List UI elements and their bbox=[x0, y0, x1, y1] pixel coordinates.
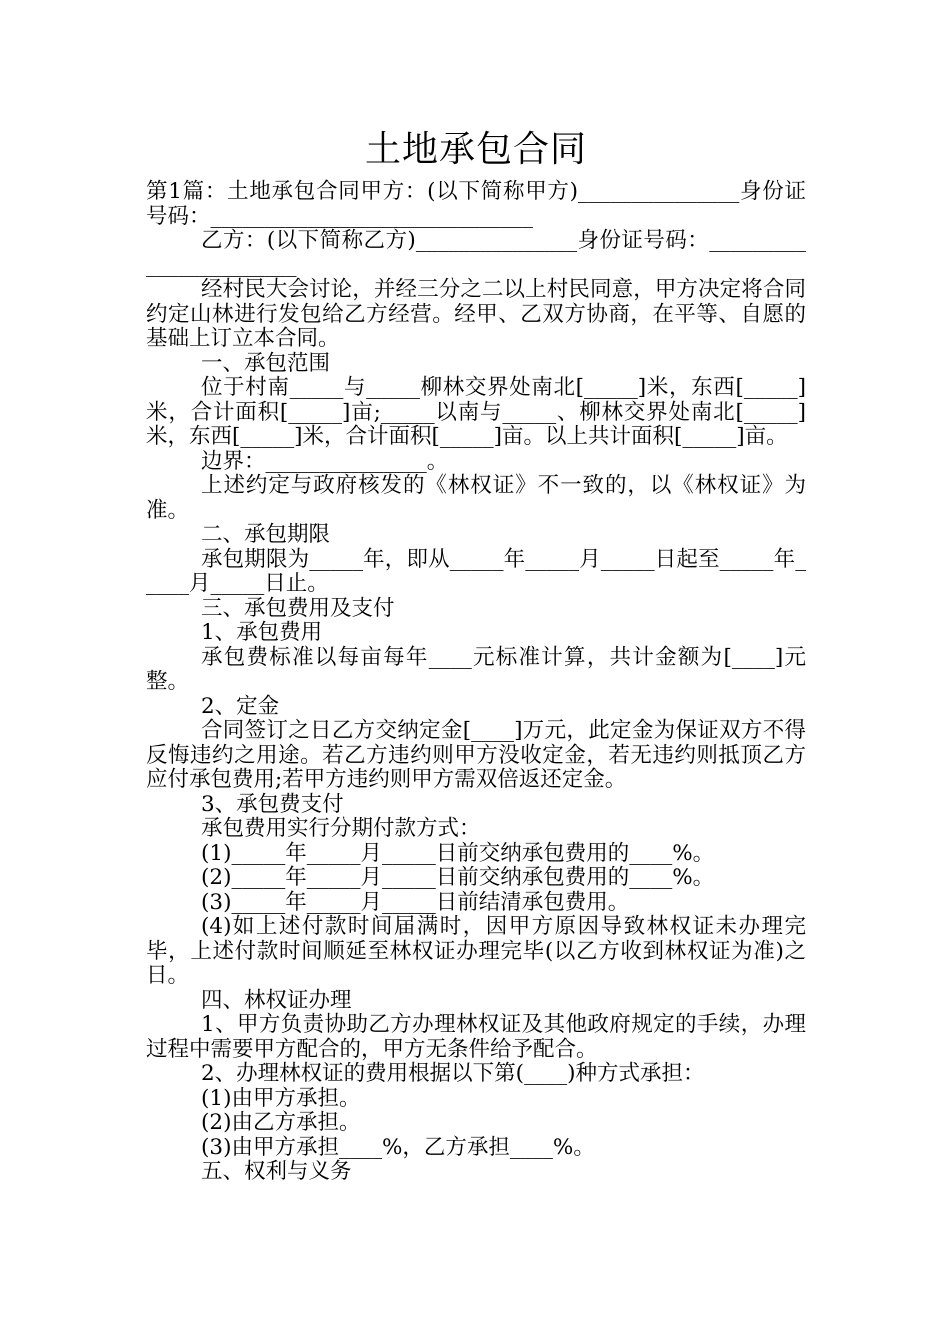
paragraph: 二、承包期限 bbox=[201, 522, 331, 547]
paragraph: 三、承包费用及支付 bbox=[201, 595, 395, 621]
document-body bbox=[146, 180, 806, 1185]
paragraph: 承包费标准以每亩每年____元标准计算，共计金额为[____]元整。 bbox=[146, 644, 806, 694]
paragraph: 乙方：(以下简称乙方)_______________身份证号码：_______________________ bbox=[146, 228, 806, 278]
document-title: 土地承包合同 bbox=[364, 129, 587, 170]
paragraph: 四、林权证办理 bbox=[201, 987, 352, 1013]
paragraph: 第1篇：土地承包合同甲方：(以下简称甲方)_______________身份证号码：______________________________ bbox=[146, 179, 806, 229]
paragraph: (4)如上述付款时间届满时，因甲方原因导致林权证未办理完毕，上述付款时间顺延至林权证办理完毕(以乙方收到林权证为准)之日。 bbox=[146, 914, 806, 988]
paragraph: 2、定金 bbox=[201, 693, 280, 719]
paragraph: 2、办理林权证的费用根据以下第(____)种方式承担： bbox=[201, 1061, 705, 1086]
paragraph: 边界：_______________。 bbox=[201, 448, 449, 474]
paragraph: 五、权利与义务 bbox=[201, 1159, 352, 1184]
paragraph: 经村民大会讨论，并经三分之二以上村民同意，甲方决定将合同约定山林进行发包给乙方经营。经甲、乙双方协商，在平等、自愿的基础上订立本合同。 bbox=[146, 277, 806, 351]
paragraph: 合同签订之日乙方交纳定金[____]万元，此定金为保证双方不得反悔违约之用途。若乙方违约则甲方没收定金，若无违约则抵顶乙方应付承包费用;若甲方违约则甲方需双倍返还定金。 bbox=[146, 718, 806, 792]
paragraph: (3)由甲方承担____%，乙方承担____%。 bbox=[201, 1134, 595, 1160]
paragraph: (1)由甲方承担。 bbox=[201, 1085, 361, 1111]
paragraph: 1、承包费用 bbox=[201, 620, 323, 645]
paragraph: 上述约定与政府核发的《林权证》不一致的，以《林权证》为准。 bbox=[146, 473, 806, 523]
paragraph: 3、承包费支付 bbox=[201, 791, 344, 817]
document-page bbox=[146, 126, 806, 1185]
paragraph: (2)由乙方承担。 bbox=[201, 1110, 361, 1135]
paragraph: 承包期限为_____年，即从_____年_____月_____日起至_____年_____月_____日止。 bbox=[146, 546, 806, 596]
paragraph: (2)_____年_____月_____日前交纳承包费用的____%。 bbox=[201, 865, 715, 890]
paragraph: 位于村南_____与_____柳林交界处南北[_____]米，东西[_____]米，合计面积[_____]亩;_____以南与_____、柳林交界处南北[_____]米，东西[_____]米，合计面积[_____]亩。以上共计面积[_____]亩。 bbox=[146, 375, 806, 449]
paragraph: 1、甲方负责协助乙方办理林权证及其他政府规定的手续，办理过程中需要甲方配合的，甲方无条件给予配合。 bbox=[146, 1012, 806, 1062]
paragraph: 承包费用实行分期付款方式： bbox=[201, 816, 481, 841]
paragraph: (1)_____年_____月_____日前交纳承包费用的____%。 bbox=[201, 840, 715, 866]
paragraph: (3)_____年_____月_____日前结清承包费用。 bbox=[201, 889, 630, 915]
paragraph: 一、承包范围 bbox=[201, 350, 331, 376]
